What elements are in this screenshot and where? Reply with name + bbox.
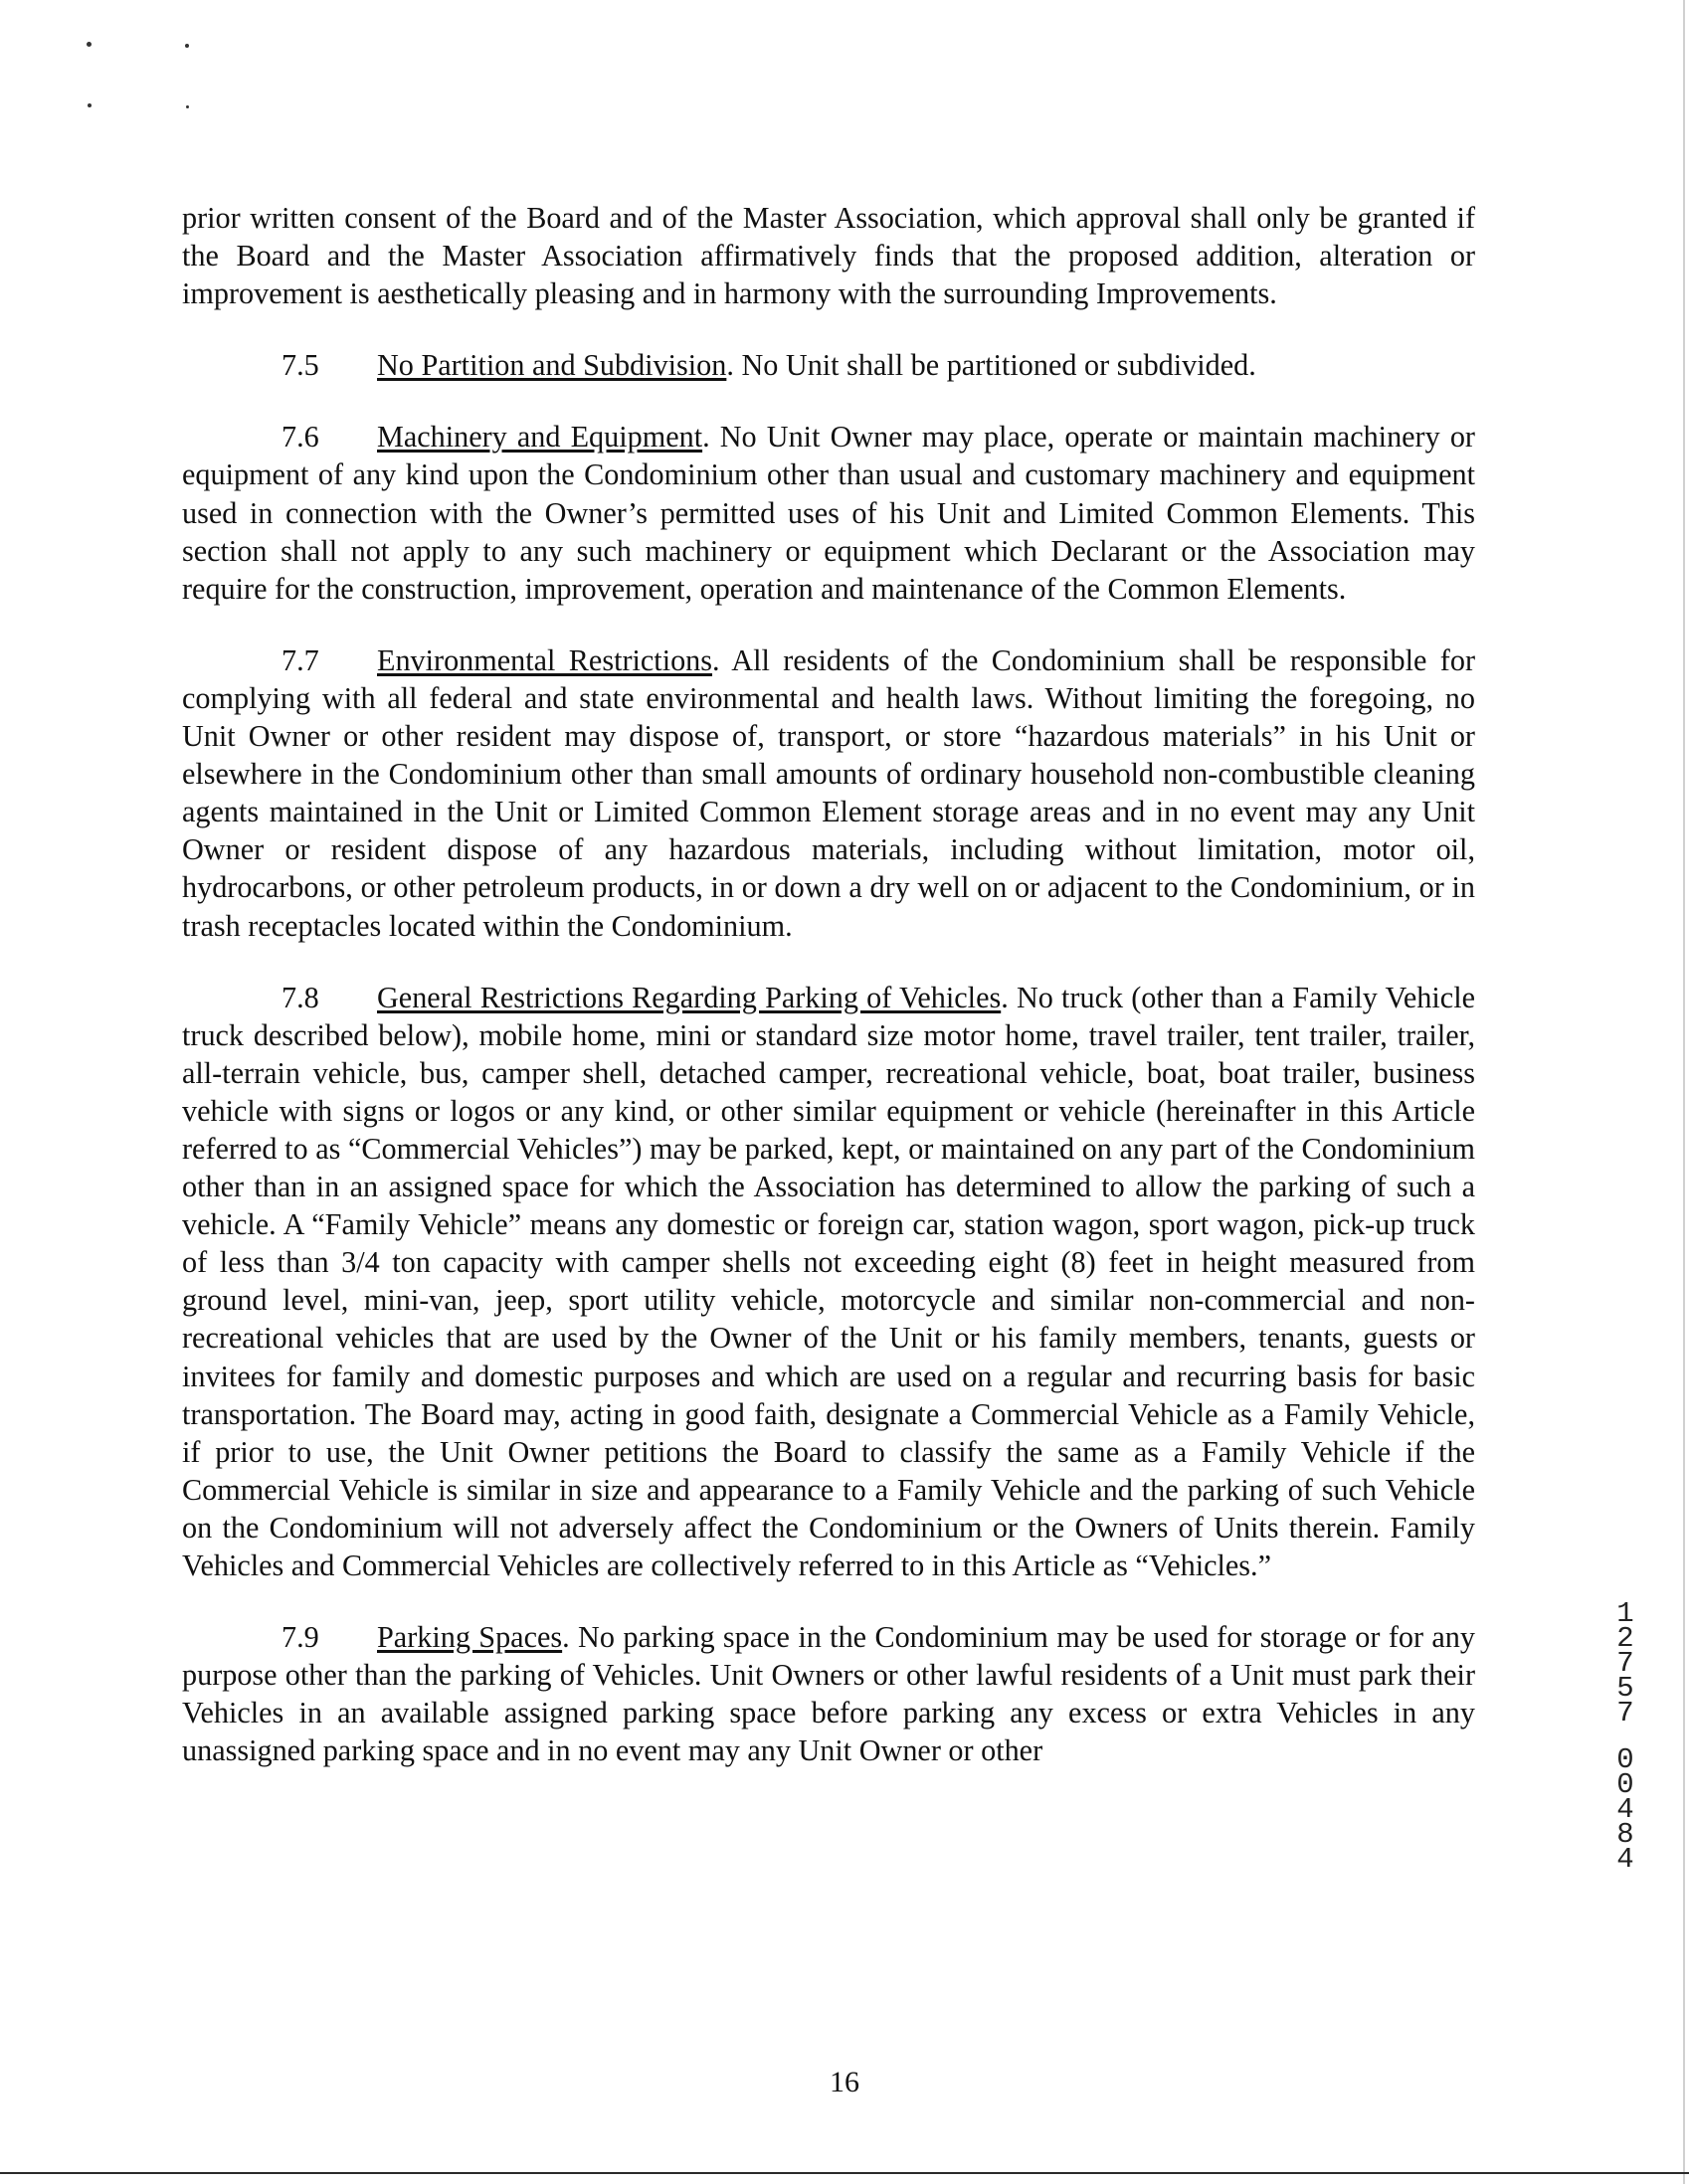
section-7-7 [182,641,1475,945]
section-body: . No parking space in the Condominium may be used for storage or for any purpose other than the parking of Vehicles. Unit Owners or other lawful residents of a Unit must park their Vehicles in an available assigned parking space before parking any excess or extra Vehicles in any unassigned parking space and in no event may any Unit Owner or other [182,1620,1475,1768]
stamp-digit: 4 [1616,1843,1634,1876]
section-heading: Parking Spaces [377,1620,563,1655]
stamp-digit: 5 [1616,1672,1634,1705]
section-body: . No truck (other than a Family Vehicle truck described below), mobile home, mini or standard size motor home, travel trailer, tent trailer, trailer, all-terrain vehicle, bus, camper shell, detached camper, recreational vehicle, boat, boat trailer, business vehicle with signs or logos or any kind, or other similar equipment or vehicle (hereinafter in this Article referred to as “Commercial Vehicles”) may be parked, kept, or maintained on any part of the Condominium other than in an assigned space for which the Association has determined to allow the parking of such a vehicle. A “Family Vehicle” means any domestic or foreign car, station wagon, sport wagon, pick-up truck of less than 3/4 ton capacity with camper shells not exceeding eight (8) feet in height measured from ground level, mini-van, jeep, sport utility vehicle, motorcycle and similar non-commercial and non-recreational vehicles that are used by the Owner of the Unit or his family members, tenants, guests or invitees for family and domestic purposes and which are used on a regular and recurring basis for basic transportation. The Board may, acting in good faith, designate a Commercial Vehicle as a Family Vehicle, if prior to use, the Unit Owner petitions the Board to classify the same as a Family Vehicle if the Commercial Vehicle is similar in size and appearance to a Family Vehicle and the parking of such Vehicle on the Condominium will not adversely affect the Condominium or the Owners of Units therein. Family Vehicles and Commercial Vehicles are collectively referred to in this Article as “Vehicles.” [182,980,1475,1582]
scan-speck [87,42,92,47]
section-heading: No Partition and Subdivision [377,348,727,383]
stamp-digit: 0 [1616,1743,1634,1776]
section-body: . No Unit Owner may place, operate or maintain machinery or equipment of any kind upon the Condominium other than usual and customary machinery and equipment used in connection with the Owner’s permitted uses of his Unit and Limited Common Elements. This section shall not apply to any such machinery or equipment which Declarant or the Association may require for the construction, improvement, operation and maintenance of the Common Elements. [182,420,1475,606]
stamp-digit: 0 [1616,1768,1634,1801]
section-number: 7.9 [282,1620,319,1655]
scan-edge-right [1683,0,1685,2184]
section-number: 7.6 [282,420,319,455]
stamp-digit: 2 [1616,1622,1634,1655]
scan-speck [185,44,189,48]
section-body: . No Unit shall be partitioned or subdivided. [726,348,1256,383]
stamp-digit: 4 [1616,1793,1634,1826]
scan-edge-bottom [0,2172,1689,2174]
page-number: 16 [830,2066,859,2098]
section-body: . All residents of the Condominium shall be responsible for complying with all federal and state environmental and health laws. Without limiting the foregoing, no Unit Owner or other resident may dispose of, transport, or store “hazardous materials” in his Unit or elsewhere in the Condominium other than small amounts of ordinary household non-combustible cleaning agents maintained in the Unit or Limited Common Element storage areas and in no event may any Unit Owner or resident dispose of any hazardous materials, including without limitation, motor oil, hydrocarbons, or other petroleum products, in or down a dry well on or adjacent to the Condominium, or in trash receptacles located within the Condominium. [182,642,1475,943]
section-7-5 [182,346,1475,384]
stamp-digit: 7 [1616,1647,1634,1680]
stamp-digit: 1 [1616,1597,1634,1630]
section-number: 7.8 [282,980,319,1014]
scan-speck [88,103,92,107]
section-heading: General Restrictions Regarding Parking of Vehicles [377,980,1002,1014]
section-7-9 [182,1618,1475,1769]
stamp-digit: 8 [1616,1818,1634,1851]
section-number: 7.7 [282,642,319,677]
section-heading: Environmental Restrictions [377,642,713,677]
stamp-digit: 7 [1616,1697,1634,1729]
intro-paragraph: prior written consent of the Board and of the Master Association, which approval shall only be granted if the Board and the Master Association affirmatively finds that the proposed addition, alteration or improvement is aesthetically pleasing and in harmony with the surrounding Improvements. [182,201,1475,311]
section-heading: Machinery and Equipment [377,420,703,455]
document-body [182,199,1475,1803]
scan-speck [186,105,189,108]
section-7-6 [182,418,1475,607]
recording-stamp [1611,1597,1639,1876]
section-number: 7.5 [282,348,319,383]
section-7-8 [182,979,1475,1585]
